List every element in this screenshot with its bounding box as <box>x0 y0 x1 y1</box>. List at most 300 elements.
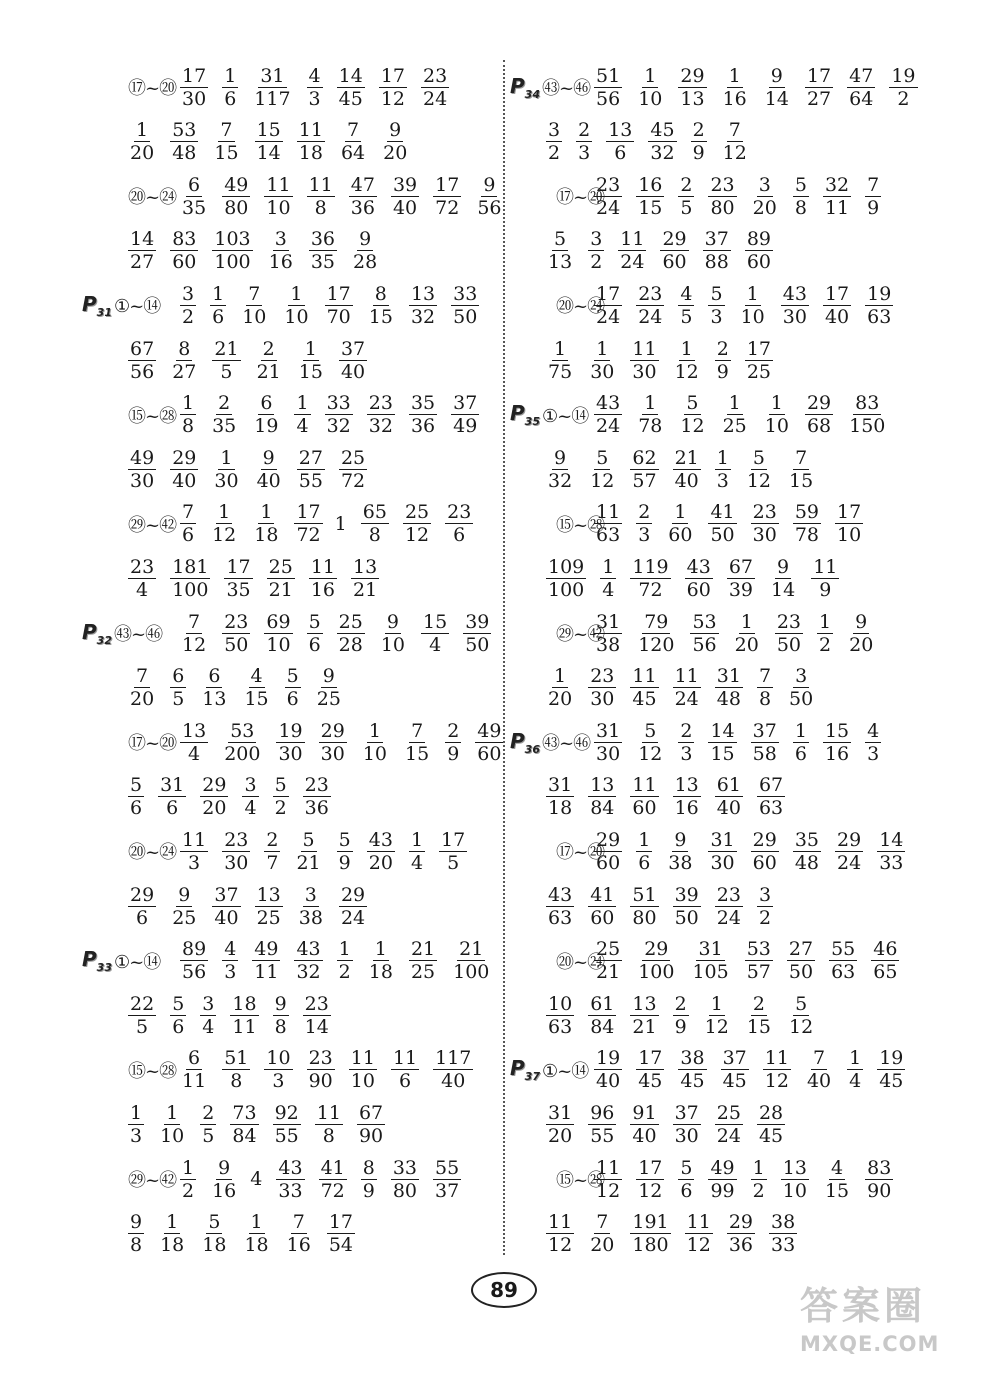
answer-row <box>544 117 761 167</box>
fraction-denominator: 90 <box>308 1070 333 1093</box>
answer-fraction <box>283 1211 315 1256</box>
answer-fraction <box>586 1102 618 1147</box>
fraction-denominator: 20 <box>368 851 393 874</box>
fraction-denominator: 13 <box>680 87 705 110</box>
answer-row <box>592 171 893 221</box>
answer-fraction <box>295 338 327 383</box>
fraction-denominator: 3 <box>680 742 693 765</box>
answer-fraction <box>210 338 242 383</box>
fraction-denominator: 8 <box>368 524 381 547</box>
answer-fraction <box>220 611 252 656</box>
answer-fraction <box>437 829 469 874</box>
fraction-numerator: 1 <box>212 282 225 305</box>
fraction-denominator: 2 <box>274 797 287 820</box>
answer-fraction <box>431 174 463 219</box>
answer-fraction <box>228 1102 260 1147</box>
fraction-numerator: 14 <box>338 64 363 87</box>
answer-fraction <box>658 228 690 273</box>
answer-fraction <box>156 1102 188 1147</box>
fraction-numerator: 23 <box>304 774 329 797</box>
fraction-denominator: 14 <box>771 578 796 601</box>
answer-fraction <box>688 611 720 656</box>
fraction-numerator: 31 <box>716 665 741 688</box>
problem-range: ⑳~㉔ <box>556 951 605 973</box>
fraction-numerator: 11 <box>182 828 207 851</box>
answer-fraction <box>271 1102 303 1147</box>
answer-fraction <box>634 283 666 328</box>
problem-range: ①~⑭ <box>113 296 161 318</box>
fraction-denominator: 5 <box>202 1124 215 1147</box>
answer-fraction <box>168 338 200 383</box>
fraction-numerator: 1 <box>218 501 231 524</box>
fraction-denominator: 24 <box>596 305 621 328</box>
fraction-denominator: 4 <box>429 633 442 656</box>
fraction-denominator: 64 <box>340 142 366 165</box>
answer-fraction <box>628 556 672 601</box>
answer-fraction <box>616 228 648 273</box>
fraction-numerator: 3 <box>590 228 603 251</box>
fraction-numerator: 2 <box>266 828 279 851</box>
answer-fraction <box>544 228 576 273</box>
answer-fraction <box>359 501 391 546</box>
answer-fraction <box>407 829 427 874</box>
answer-fraction <box>126 447 158 492</box>
fraction-denominator: 6 <box>224 87 237 110</box>
fraction-denominator: 11 <box>824 196 850 219</box>
fraction-denominator: 10 <box>242 305 267 328</box>
fraction-numerator: 7 <box>292 1211 305 1234</box>
answer-fraction <box>773 611 805 656</box>
fraction-denominator: 4 <box>202 1015 215 1038</box>
fraction-denominator: 3 <box>578 142 591 165</box>
answer-fraction <box>863 1157 895 1202</box>
fraction-numerator: 38 <box>771 1211 796 1234</box>
fraction-numerator: 29 <box>596 828 621 851</box>
fraction-numerator: 53 <box>172 119 197 142</box>
fraction-denominator: 13 <box>202 688 227 711</box>
fraction-denominator: 4 <box>244 797 257 820</box>
fraction-denominator: 2 <box>819 633 832 656</box>
answer-fraction <box>431 1047 475 1092</box>
fraction-denominator: 21 <box>596 961 621 984</box>
fraction-denominator: 45 <box>879 1070 904 1093</box>
fraction-denominator: 8 <box>230 1070 243 1093</box>
answer-fraction <box>208 392 240 437</box>
fraction-numerator: 29 <box>130 883 155 906</box>
answer-fraction <box>821 283 853 328</box>
answer-row <box>592 499 875 549</box>
page-ref-badge <box>82 292 112 319</box>
page-ref-badge <box>82 947 112 974</box>
fraction-numerator: 5 <box>680 1156 693 1179</box>
fraction-denominator: 11 <box>254 961 279 984</box>
fraction-numerator: 33 <box>326 392 351 415</box>
fraction-numerator: 7 <box>728 119 741 142</box>
fraction-numerator: 1 <box>368 719 381 742</box>
fraction-denominator: 3 <box>188 851 201 874</box>
fraction-numerator: 191 <box>632 1211 669 1234</box>
answer-fraction <box>461 611 493 656</box>
answer-fraction <box>449 392 481 437</box>
fraction-numerator: 1 <box>728 64 741 87</box>
fraction-numerator: 181 <box>172 555 209 578</box>
fraction-denominator: 25 <box>172 906 197 929</box>
fraction-denominator: 38 <box>668 851 693 874</box>
problem-range: ⑳~㉔ <box>556 296 605 318</box>
fraction-denominator: 9 <box>674 1015 687 1038</box>
fraction-denominator: 12 <box>638 1179 663 1202</box>
fraction-denominator: 20 <box>202 797 227 820</box>
fraction-numerator: 1 <box>182 1156 195 1179</box>
fraction-denominator: 18 <box>548 797 573 820</box>
answer-fraction <box>592 1047 624 1092</box>
answer-fraction <box>240 774 260 819</box>
watermark-logo-text: 答案圈 <box>800 1284 927 1328</box>
answer-fraction <box>683 1211 715 1256</box>
problem-range: ⑰~⑳ <box>128 733 177 755</box>
answer-row <box>592 1045 917 1095</box>
answer-fraction <box>389 174 421 219</box>
fraction-denominator: 180 <box>632 1234 669 1257</box>
fraction-denominator: 14 <box>764 87 789 110</box>
answer-fraction <box>443 501 475 546</box>
fraction-numerator: 1 <box>819 610 832 633</box>
fraction-denominator: 16 <box>674 797 699 820</box>
answer-fraction <box>887 65 919 110</box>
answer-fraction <box>265 556 297 601</box>
answer-fraction <box>743 993 775 1038</box>
fraction-denominator: 40 <box>632 1124 657 1147</box>
fraction-numerator: 43 <box>782 282 807 305</box>
fraction-denominator: 20 <box>548 688 573 711</box>
answer-fraction <box>592 720 624 765</box>
answer-fraction <box>689 119 709 164</box>
answer-fraction <box>676 1157 696 1202</box>
fraction-denominator: 33 <box>771 1234 796 1257</box>
fraction-numerator: 29 <box>680 64 705 87</box>
fraction-denominator: 40 <box>674 469 699 492</box>
fraction-denominator: 55 <box>274 1124 299 1147</box>
answer-fraction <box>305 1047 337 1092</box>
fraction-denominator: 35 <box>226 578 251 601</box>
answer-fraction <box>365 392 397 437</box>
answer-fraction <box>845 392 889 437</box>
fraction-denominator: 35 <box>212 415 237 438</box>
answer-fraction <box>827 938 859 983</box>
answer-fraction <box>313 665 345 710</box>
problem-range-label <box>128 1045 176 1095</box>
fraction-denominator: 63 <box>831 961 856 984</box>
fraction-numerator: 21 <box>410 938 436 961</box>
fraction-denominator: 4 <box>296 415 309 438</box>
fraction-denominator: 3 <box>130 1124 143 1147</box>
fraction-denominator: 50 <box>776 633 802 656</box>
answer-fraction <box>325 1211 357 1256</box>
fraction-denominator: 39 <box>728 578 753 601</box>
answer-fraction <box>307 556 339 601</box>
answer-fraction <box>335 611 367 656</box>
answer-fraction <box>628 665 660 710</box>
fraction-denominator: 15 <box>638 196 663 219</box>
fraction-numerator: 49 <box>254 938 279 961</box>
answer-fraction <box>803 65 835 110</box>
fraction-numerator: 31 <box>596 719 621 742</box>
answer-fraction <box>592 611 624 656</box>
fraction-denominator: 2 <box>548 142 561 165</box>
answer-fraction <box>210 884 242 929</box>
answer-fraction <box>208 283 228 328</box>
answer-row <box>126 772 343 822</box>
fraction-denominator: 3 <box>710 305 723 328</box>
fraction-denominator: 2 <box>182 305 195 328</box>
answer-fraction <box>737 283 769 328</box>
fraction-denominator: 40 <box>824 305 850 328</box>
fraction-denominator: 16 <box>722 87 747 110</box>
answer-fraction <box>713 338 733 383</box>
fraction-denominator: 6 <box>172 1015 185 1038</box>
answer-fraction <box>676 720 696 765</box>
fraction-numerator: 13 <box>410 282 436 305</box>
fraction-denominator: 11 <box>182 1070 207 1093</box>
fraction-denominator: 16 <box>268 251 293 274</box>
answer-fraction <box>592 65 624 110</box>
fraction-denominator: 15 <box>824 1179 850 1202</box>
answer-fraction <box>407 938 439 983</box>
answer-fraction <box>833 501 865 546</box>
answer-fraction <box>779 1157 811 1202</box>
answer-fraction <box>761 1047 793 1092</box>
answer-fraction <box>126 884 158 929</box>
answer-fraction <box>755 1102 787 1147</box>
fraction-denominator: 6 <box>212 305 225 328</box>
fraction-denominator: 30 <box>320 742 345 765</box>
fraction-denominator: 63 <box>596 524 621 547</box>
answer-fraction <box>295 119 327 164</box>
fraction-denominator: 56 <box>130 360 155 383</box>
problem-range-label <box>82 608 162 658</box>
answer-fraction <box>706 720 738 765</box>
answer-fraction <box>178 174 210 219</box>
fraction-numerator: 23 <box>368 392 393 415</box>
fraction-numerator: 29 <box>644 938 669 961</box>
fraction-numerator: 29 <box>202 774 227 797</box>
fraction-numerator: 9 <box>674 828 687 851</box>
answer-fraction <box>168 665 188 710</box>
fraction-denominator: 30 <box>710 851 735 874</box>
answer-fraction <box>671 447 703 492</box>
problem-range-label <box>128 499 176 549</box>
answer-fraction <box>292 938 324 983</box>
answer-fraction <box>646 119 678 164</box>
answer-fraction <box>544 447 576 492</box>
answer-fraction <box>220 174 252 219</box>
fraction-denominator: 50 <box>788 961 814 984</box>
fraction-denominator: 32 <box>548 469 573 492</box>
fraction-numerator: 67 <box>728 555 753 578</box>
fraction-numerator: 5 <box>308 610 321 633</box>
problem-range: ⑮~㉘ <box>128 405 177 427</box>
fraction-denominator: 4 <box>136 578 149 601</box>
answer-row <box>126 1209 367 1259</box>
fraction-numerator: 1 <box>166 1211 179 1234</box>
fraction-numerator: 2 <box>578 119 591 142</box>
answer-fraction <box>869 938 901 983</box>
answer-fraction <box>323 392 355 437</box>
answer-fraction <box>845 1047 865 1092</box>
answer-fraction <box>634 392 666 437</box>
answer-fraction <box>473 174 505 219</box>
fraction-denominator: 12 <box>596 1179 621 1202</box>
fraction-numerator: 25 <box>268 555 293 578</box>
answer-fraction <box>301 774 333 819</box>
answer-fraction <box>821 174 853 219</box>
fraction-numerator: 96 <box>590 1101 615 1124</box>
answer-row <box>544 226 785 276</box>
fraction-denominator: 5 <box>680 196 693 219</box>
fraction-denominator: 72 <box>340 469 366 492</box>
fraction-numerator: 3 <box>795 665 808 688</box>
fraction-denominator: 48 <box>716 688 741 711</box>
answer-fraction <box>725 1211 757 1256</box>
fraction-numerator: 17 <box>226 555 251 578</box>
answer-fraction <box>749 720 781 765</box>
fraction-numerator: 31 <box>548 774 573 797</box>
fraction-denominator: 35 <box>182 196 207 219</box>
answer-fraction <box>379 119 411 164</box>
fraction-numerator: 62 <box>632 446 657 469</box>
fraction-numerator: 11 <box>316 1101 341 1124</box>
fraction-numerator: 17 <box>596 282 621 305</box>
fraction-numerator: 67 <box>130 337 155 360</box>
fraction-numerator: 15 <box>256 119 281 142</box>
answer-row <box>126 881 379 931</box>
fraction-denominator: 24 <box>596 415 621 438</box>
fraction-denominator: 12 <box>704 1015 729 1038</box>
answer-fraction <box>178 611 210 656</box>
answer-fraction <box>676 283 696 328</box>
answer-fraction <box>845 611 877 656</box>
fraction-numerator: 17 <box>638 1047 663 1070</box>
fraction-denominator: 10 <box>160 1124 185 1147</box>
answer-fraction <box>253 119 285 164</box>
problem-range: ㊸~㊻ <box>113 624 163 645</box>
answer-fraction <box>295 447 327 492</box>
fraction-denominator: 30 <box>214 469 239 492</box>
fraction-numerator: 3 <box>182 282 195 305</box>
answer-fraction <box>347 174 379 219</box>
fraction-numerator: 73 <box>232 1101 257 1124</box>
fraction-numerator: 83 <box>172 228 197 251</box>
fraction-denominator: 6 <box>638 851 651 874</box>
fraction-denominator: 30 <box>596 742 621 765</box>
fraction-numerator: 27 <box>298 446 323 469</box>
answer-fraction <box>628 1102 660 1147</box>
fraction-denominator: 30 <box>632 360 657 383</box>
fraction-numerator: 1 <box>716 446 729 469</box>
fraction-denominator: 30 <box>590 688 615 711</box>
fraction-denominator: 12 <box>182 633 207 656</box>
answer-fraction <box>676 65 708 110</box>
answer-fraction <box>833 829 865 874</box>
fraction-numerator: 6 <box>188 173 201 196</box>
fraction-denominator: 4 <box>602 578 615 601</box>
fraction-numerator: 7 <box>136 665 149 688</box>
answer-fraction <box>210 228 254 273</box>
fraction-numerator: 5 <box>208 1211 221 1234</box>
answer-fraction <box>419 611 451 656</box>
fraction-numerator: 92 <box>274 1101 299 1124</box>
fraction-numerator: 1 <box>250 1211 263 1234</box>
fraction-denominator: 50 <box>789 688 814 711</box>
fraction-numerator: 37 <box>340 337 366 360</box>
fraction-denominator: 150 <box>849 415 886 438</box>
answer-fraction <box>359 720 391 765</box>
problem-range: ①~⑭ <box>113 951 161 973</box>
fraction-numerator: 7 <box>346 119 360 142</box>
answer-fraction <box>713 665 745 710</box>
fraction-numerator: 1 <box>296 392 309 415</box>
fraction-numerator: 27 <box>788 938 814 961</box>
answer-whole-number: 1 <box>334 512 347 535</box>
fraction-numerator: 11 <box>548 1211 573 1234</box>
fraction-denominator: 12 <box>638 742 663 765</box>
answer-fraction <box>126 1102 146 1147</box>
fraction-denominator: 56 <box>182 961 207 984</box>
fraction-denominator: 57 <box>746 961 771 984</box>
fraction-denominator: 10 <box>740 305 765 328</box>
problem-range: ⑳~㉔ <box>128 842 177 864</box>
fraction-numerator: 11 <box>310 555 336 578</box>
fraction-denominator: 80 <box>632 906 657 929</box>
answer-row <box>126 335 379 385</box>
answer-fraction <box>295 884 327 929</box>
fraction-denominator: 32 <box>410 305 436 328</box>
fraction-numerator: 21 <box>459 938 484 961</box>
fraction-numerator: 67 <box>358 1101 384 1124</box>
fraction-numerator: 43 <box>368 828 393 851</box>
answer-fraction <box>779 283 811 328</box>
answer-fraction <box>156 1211 188 1256</box>
fraction-numerator: 1 <box>304 337 317 360</box>
fraction-numerator: 38 <box>680 1047 705 1070</box>
answer-fraction <box>863 283 895 328</box>
fraction-denominator: 78 <box>638 415 663 438</box>
answer-fraction <box>168 556 212 601</box>
fraction-denominator: 50 <box>674 906 699 929</box>
fraction-denominator: 10 <box>837 524 862 547</box>
answer-fraction <box>713 447 733 492</box>
fraction-numerator: 1 <box>220 446 233 469</box>
answer-fraction <box>664 501 696 546</box>
answer-fraction <box>355 1102 387 1147</box>
fraction-denominator: 20 <box>849 633 874 656</box>
answer-fraction <box>301 993 333 1038</box>
problem-range: ㊸~㊻ <box>541 733 591 755</box>
fraction-denominator: 72 <box>320 1179 345 1202</box>
answer-fraction <box>634 829 654 874</box>
fraction-numerator: 4 <box>830 1156 844 1179</box>
answer-fraction <box>178 501 198 546</box>
fraction-denominator: 84 <box>590 1015 615 1038</box>
fraction-denominator: 2 <box>590 251 603 274</box>
answer-fraction <box>785 938 817 983</box>
fraction-denominator: 9 <box>362 1179 375 1202</box>
fraction-numerator: 5 <box>286 665 299 688</box>
answer-fraction <box>168 447 200 492</box>
answer-fraction <box>323 283 355 328</box>
problem-range-label <box>82 280 160 330</box>
answer-fraction <box>701 993 733 1038</box>
